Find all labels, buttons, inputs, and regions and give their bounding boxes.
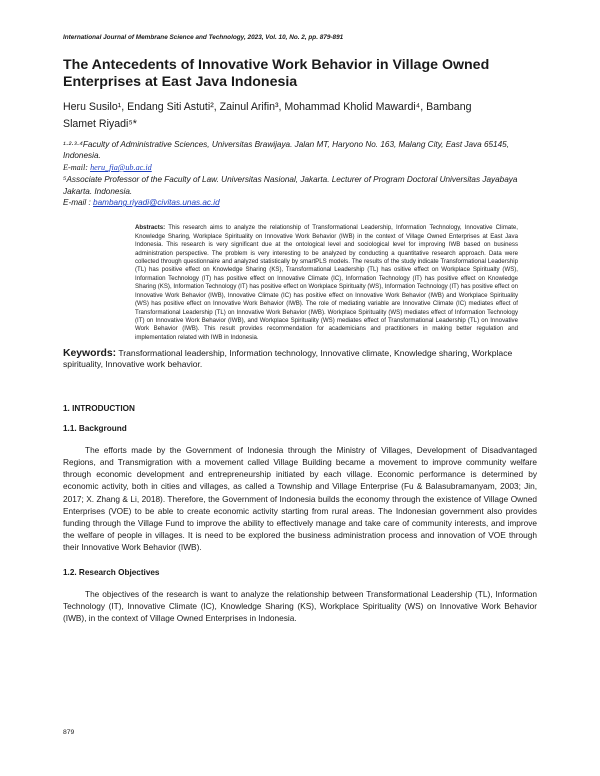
abstract-label: Abstracts: <box>135 224 166 232</box>
subsection-heading-research-objectives: 1.2. Research Objectives <box>63 567 160 577</box>
authors-line-1: Heru Susilo¹, Endang Siti Astuti², Zainul Arifin³, Mohammad Kholid Mawardi⁴, Bambang <box>63 101 472 113</box>
email-2-label: E-mail : <box>63 198 91 208</box>
email-1-link[interactable]: heru_fia@ub.ac.id <box>90 162 152 172</box>
affiliation-2: ⁵Associate Professor of the Faculty of Law. Universitas Nasional, Jakarta. Lecturer of Program Doctoral Universitas Jayabaya Jakarta. Indonesia. <box>63 175 518 196</box>
keywords-label: Keywords: <box>63 348 117 360</box>
authors-line-2: Slamet Riyadi⁵* <box>63 118 137 130</box>
email-2-link[interactable]: bambang.riyadi@civitas.unas.ac.id <box>93 198 220 208</box>
author-list <box>63 99 537 133</box>
subsection-heading-background: 1.1. Background <box>63 424 127 434</box>
keywords-text: Transformational leadership, Information technology, Innovative climate, Knowledge sharing, Workplace spirituality, Innovative work behavior. <box>63 348 513 370</box>
page-number: 879 <box>63 729 75 736</box>
section-heading-introduction: 1. INTRODUCTION <box>63 404 135 414</box>
email-1 <box>63 162 537 173</box>
email-2 <box>63 197 537 208</box>
affiliation-1: ¹·²·³·⁴Faculty of Administrative Sciences, Universitas Brawijaya. Jalan MT, Haryono No. 163, Malang City, East Java 65145, Indonesia. <box>63 140 509 161</box>
journal-header: International Journal of Membrane Science and Technology, 2023, Vol. 10, No. 2, pp. 879-891 <box>63 34 344 41</box>
objectives-paragraph: The objectives of the research is want to analyze the relationship between Transformational Leadership (TL), Information Technology (IT), Innovative Climate (IC), Knowledge Sharing (KS), Workplace Spirituality (WS) on Innovative Work Behavior (IWB), in the context of Village Owned Enterprises in Indonesia. <box>63 588 537 624</box>
abstract <box>135 224 518 342</box>
background-paragraph: The efforts made by the Government of Indonesia through the Ministry of Villages, Development of Disadvantaged Regions, and Transmigration with a movement called Village Building became a movement to improve community welfare through economic development and entrepreneurship initiated by each village. Economic performance is determined by economic activity, both in cities and villages, as called a Township and Village Enterprise (Fu & Balasubramanyam, 2003; Jin, 2017; X. Zhang & Li, 2018). Therefore, the Government of Indonesia builds the economy through the existence of Village Owned Enterprises (VOE) to be able to create economic activity starting from rural areas. The Indonesian government also provides funding through the Village Fund to improve the ability to effectively manage and take care of community interests, and improve the welfare of people in villages. It is need to be explored the business administration process and innovation of VOE through their Innovative Work Behavior (IWB). <box>63 445 537 552</box>
paper-page <box>63 34 537 624</box>
keywords <box>63 348 537 370</box>
paper-title: The Antecedents of Innovative Work Behavior in Village Owned Enterprises at East Java Indonesia <box>63 57 490 90</box>
abstract-text: This research aims to analyze the relationship of Transformational Leadership, Information Technology, Innovative Climate, Knowledge Sharing, Workplace Spirituality on Innovative Work Behavior (IWB) in the context of Village Owned Enterprises at East Java Indonesia. This research is very significant due at the ontological level and sociological level for improving IWB based on business administration perspective. The problem is very interesting to be analyzed by conducting a quantitative research approach. Data were collected through questionnaire and analyzed statistically by smartPLS models. The results of the study indicate Transformational Leadership (TL) has positive effect on Knowledge Sharing (KS), Transformational Leadership (TL) has ositive effect on Workplace Spiritualty (WS), Information Technology (IT) has positive effect on Innovative Climate (IC), Information Technology (IT) has positive effect on Knowledge Sharing (KS), Information Technology (IT) has positive effect on Workplace Spiritualty (WS), Information Technology (IT) has positive effect on Innovative Work Behavior (IWB), Innovative Climate (IC) has positive effect on Innovative Work Behavior (IWB) and Workplace Spirituality (WS) has positive effect on Innovative Work Behavior (IWB). The role of mediating variable are Innovative Climate (IC) mediates effect of Transformational Leadership (TL) on Innovative Work Behavior (IWB). Workplace Spirituality (WS) mediates effect of Information Technology (IT) on Innovative Work Behavior (IWB), and Workplace Spirituality (WS) mediates effect of Transformational Leadership (TL) on Innovative Work Behavior (IWB). This result provides recommendation for academicians and practitioners in making better regulation and implementation related with IWB in Indonesia. <box>135 224 518 341</box>
email-1-label: E-mail: <box>63 162 89 172</box>
